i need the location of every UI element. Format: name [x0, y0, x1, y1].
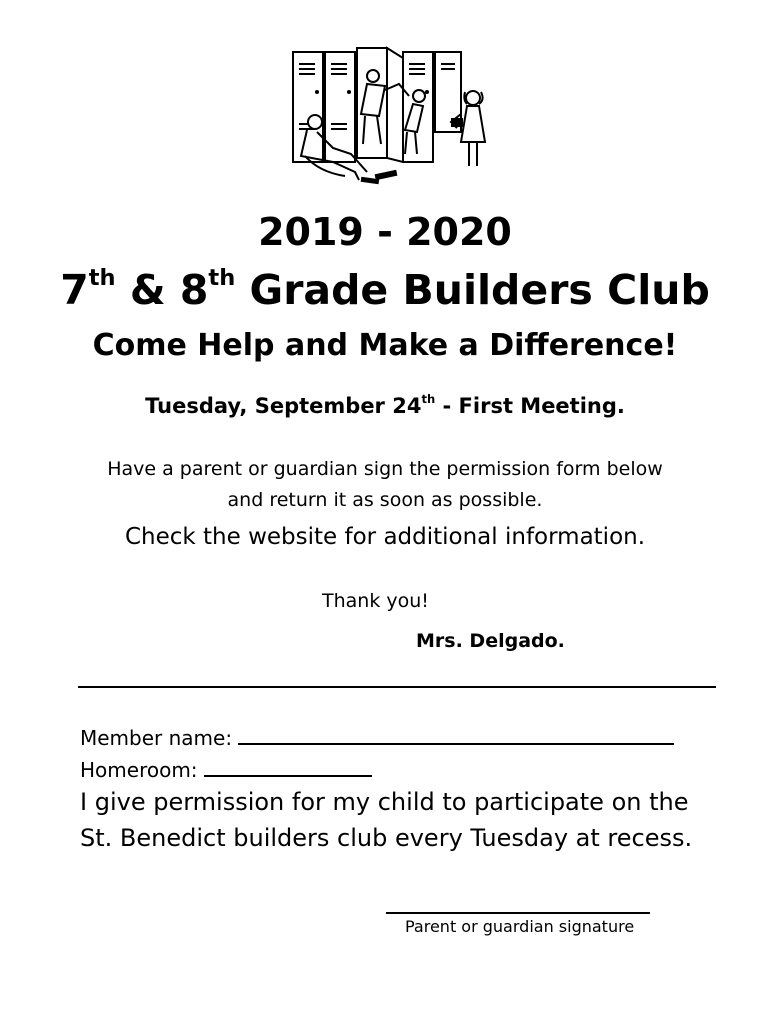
school-year: 2019 - 2020	[258, 210, 512, 254]
instruction-line-1: Have a parent or guardian sign the permission form below	[107, 458, 663, 480]
teacher-name: Mrs. Delgado.	[416, 630, 565, 652]
grade-8: & 8	[115, 266, 209, 314]
meeting-date	[0, 394, 770, 418]
website-note: Check the website for additional information.	[124, 524, 646, 550]
instruction-line-2: and return it as soon as possible.	[227, 489, 543, 511]
page-subtitle: Come Help and Make a Difference!	[92, 328, 678, 363]
homeroom-label: Homeroom:	[80, 758, 198, 782]
permission-line-1: I give permission for my child to participate on the	[80, 788, 689, 816]
signature-label: Parent or guardian signature	[405, 917, 635, 936]
permission-line-2: St. Benedict builders club every Tuesday at recess.	[80, 824, 693, 852]
grade-8-suffix: th	[208, 264, 236, 291]
school-lockers-students-icon	[285, 44, 510, 194]
signature-blank[interactable]	[386, 912, 650, 914]
homeroom-blank[interactable]	[204, 759, 372, 777]
thank-you-text: Thank you!	[322, 590, 429, 612]
page-title	[0, 266, 770, 314]
meeting-date-prefix: Tuesday, September 24	[145, 394, 422, 418]
meeting-date-suffix: th	[421, 392, 436, 407]
member-name-blank[interactable]	[238, 727, 674, 745]
member-name-field	[80, 726, 674, 750]
grade-7: 7	[60, 266, 89, 314]
club-name: Grade Builders Club	[235, 266, 710, 314]
homeroom-field	[80, 758, 372, 782]
meeting-date-rest: - First Meeting.	[435, 394, 625, 418]
cut-divider	[78, 686, 716, 688]
grade-7-suffix: th	[88, 264, 116, 291]
member-name-label: Member name:	[80, 726, 233, 750]
